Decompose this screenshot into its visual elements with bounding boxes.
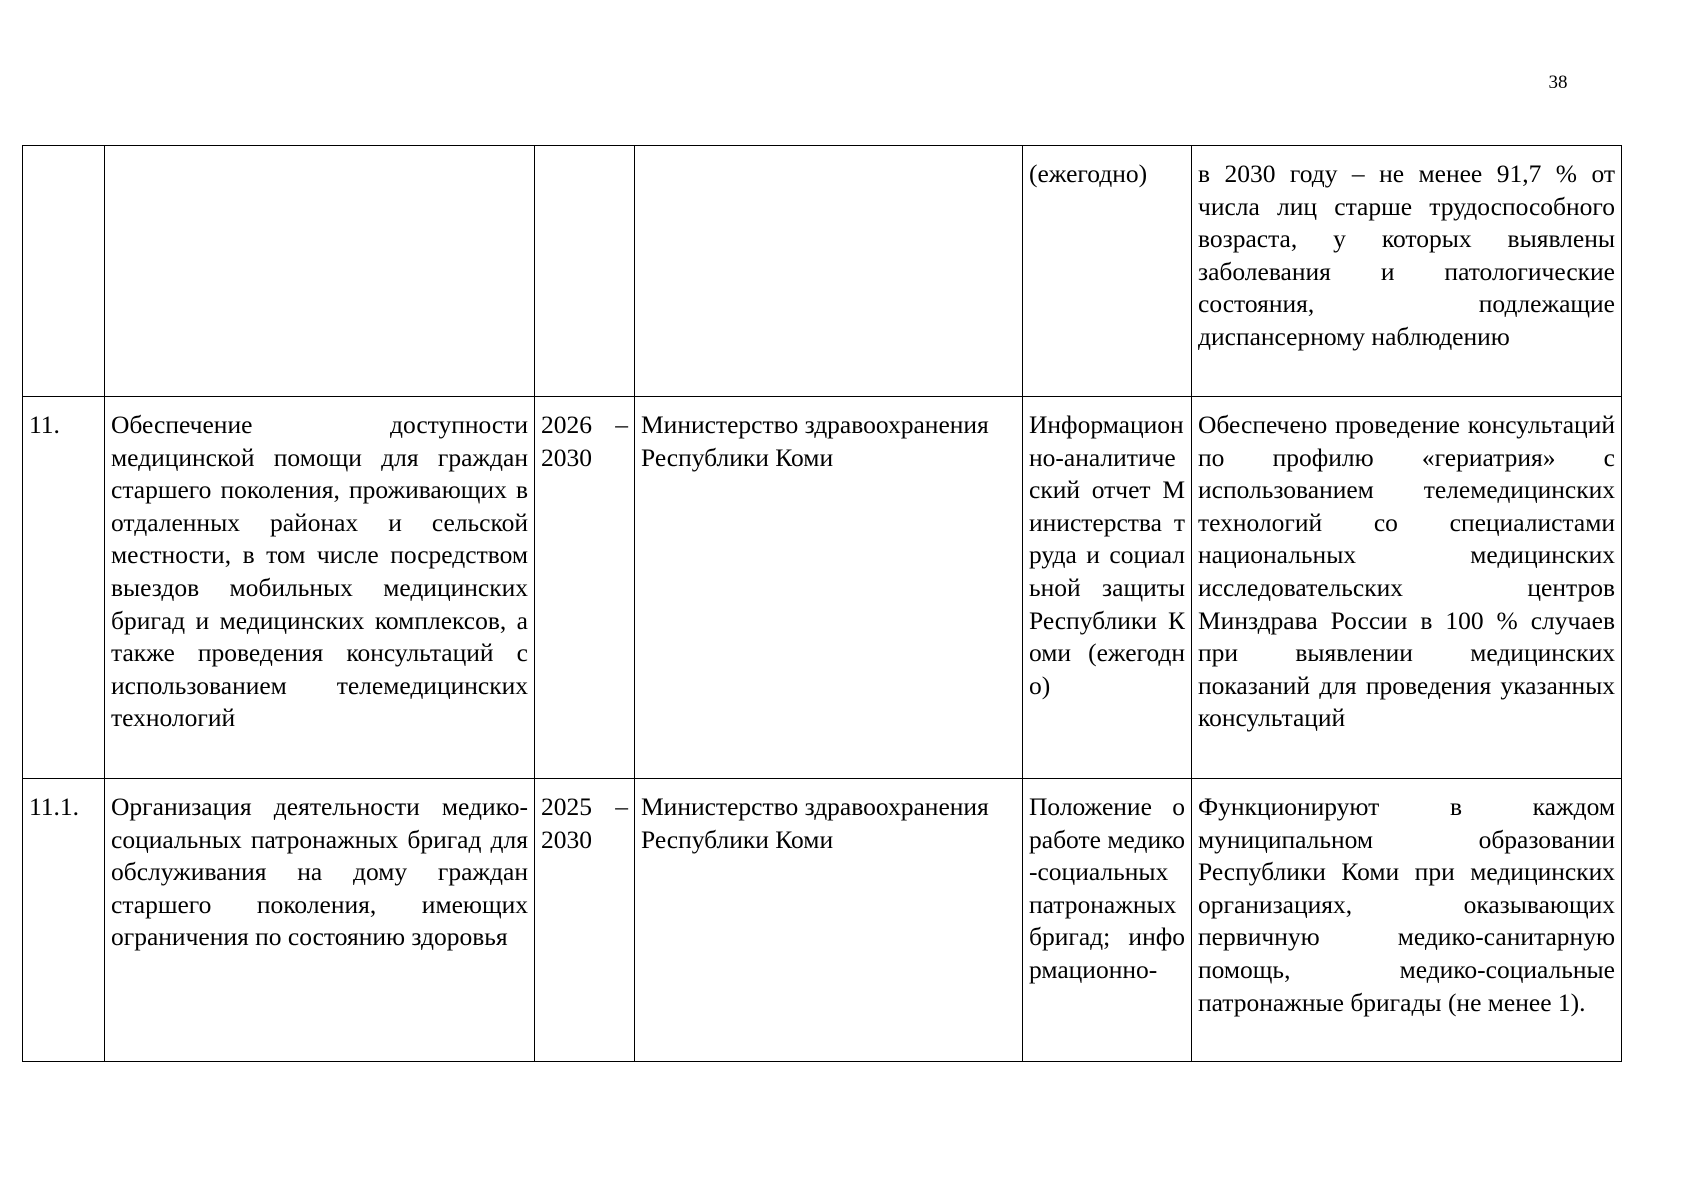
cell-num: 11.1. xyxy=(23,779,105,1062)
cell-measure xyxy=(105,146,535,397)
cell-period: 2025 – 2030 xyxy=(535,779,635,1062)
cell-result: в 2030 году – не менее 91,7 % от числа лиц старше трудоспособного возраста, у которых выявлены заболевания и патологические состояния, подлежащие диспансерному наблюдению xyxy=(1192,146,1622,397)
cell-executor xyxy=(635,146,1023,397)
cell-result: Обеспечено проведение консультаций по профилю «гериатрия» с использованием телемедицинских технологий со специалистами национальных медицинских исследовательских центров Минздрава России в 100 % случаев при выявлении медицинских показаний для проведения указанных консультаций xyxy=(1192,397,1622,779)
table-row xyxy=(23,779,1622,1062)
cell-document: Положение о работе медико-социальных патронажных бригад; информационно- xyxy=(1023,779,1192,1062)
cell-num: 11. xyxy=(23,397,105,779)
table-row-continued xyxy=(23,146,1622,397)
cell-measure: Организация деятельности медико-социальных патронажных бригад для обслуживания на дому граждан старшего поколения, имеющих ограничения по состоянию здоровья xyxy=(105,779,535,1062)
cell-document: Информационно-аналитический отчет Министерства труда и социальной защиты Республики Коми (ежегодно) xyxy=(1023,397,1192,779)
cell-document: (ежегодно) xyxy=(1023,146,1192,397)
measures-table xyxy=(22,145,1622,1062)
cell-executor: Министерство здравоохранения Республики Коми xyxy=(635,397,1023,779)
cell-measure: Обеспечение доступности медицинской помощи для граждан старшего поколения, проживающих в отдаленных районах и сельской местности, в том числе посредством выездов мобильных медицинских бригад и медицинских комплексов, а также проведения консультаций с использованием телемедицинских технологий xyxy=(105,397,535,779)
cell-period: 2026 – 2030 xyxy=(535,397,635,779)
cell-period xyxy=(535,146,635,397)
table-row xyxy=(23,397,1622,779)
cell-executor: Министерство здравоохранения Республики Коми xyxy=(635,779,1023,1062)
cell-result: Функционируют в каждом муниципальном образовании Республики Коми при медицинских организациях, оказывающих первичную медико-санитарную помощь, медико-социальные патронажные бригады (не менее 1). xyxy=(1192,779,1622,1062)
page-number: 38 xyxy=(1548,72,1568,93)
cell-num xyxy=(23,146,105,397)
